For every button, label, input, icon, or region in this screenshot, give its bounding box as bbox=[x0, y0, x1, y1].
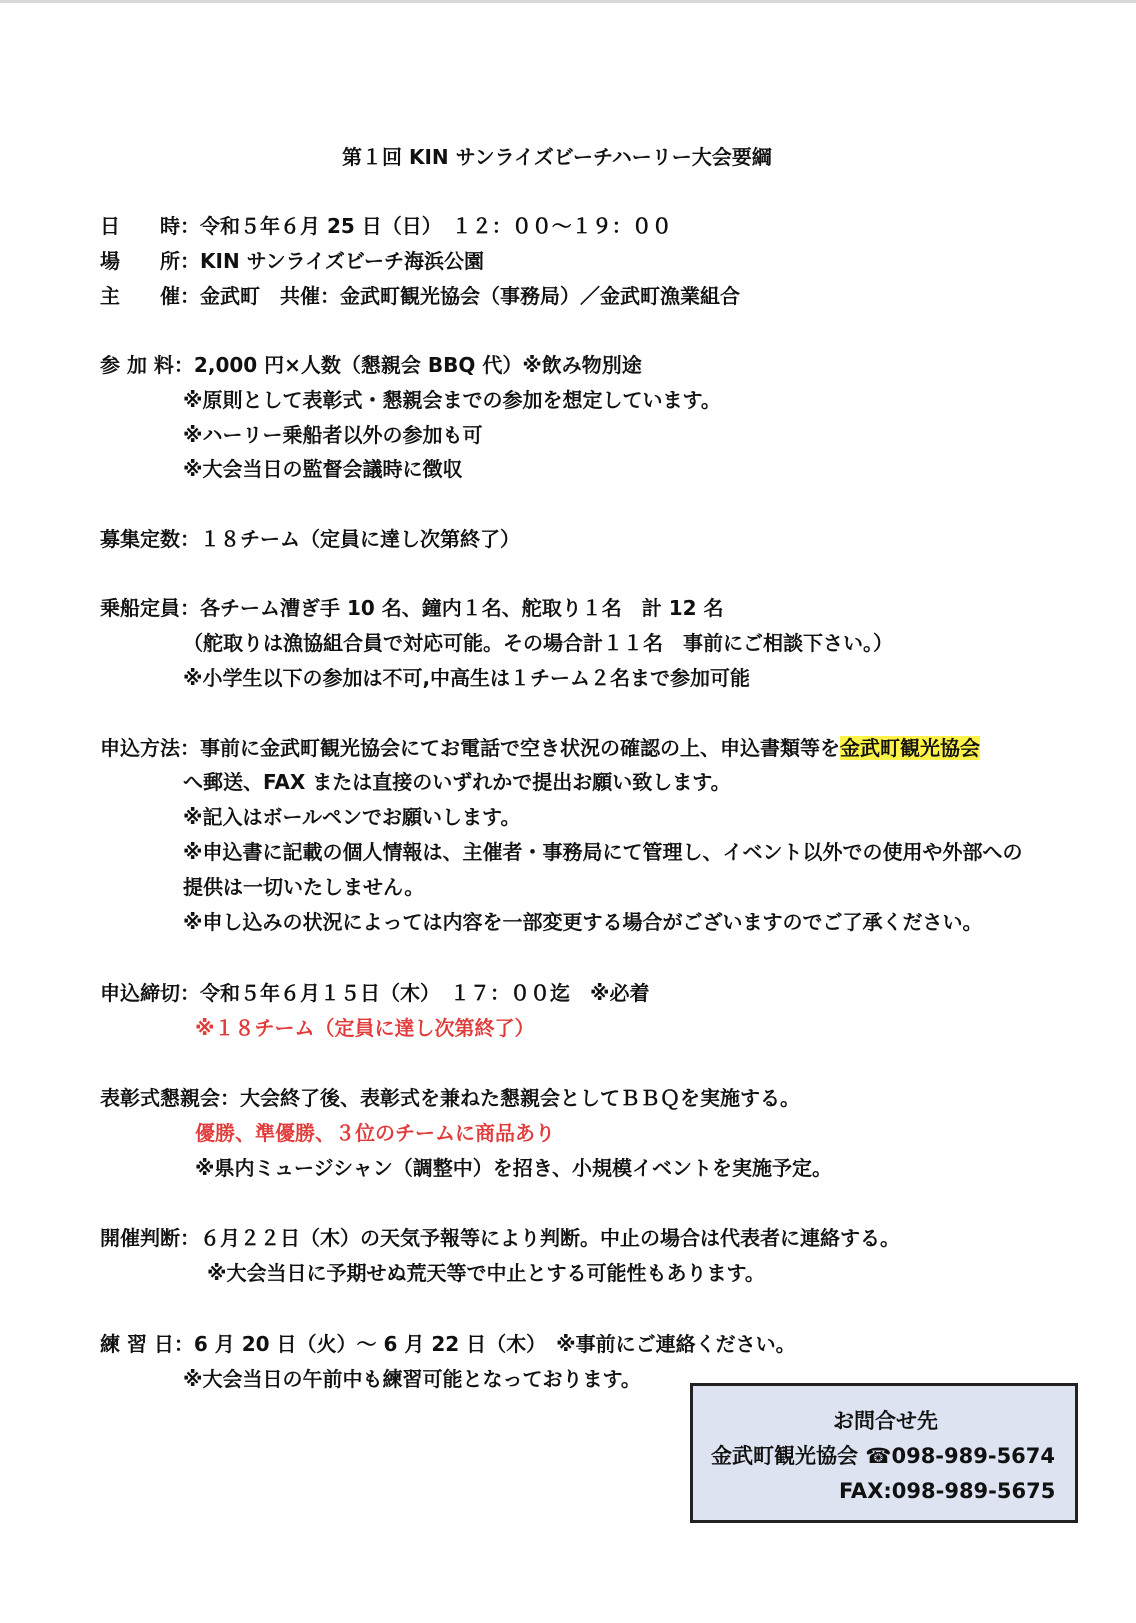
recruit-line: 募集定数：１８チーム（定員に達し次第終了） bbox=[100, 527, 520, 551]
fee-note: ※原則として表彰式・懇親会までの参加を想定しています。 bbox=[183, 388, 721, 412]
crew-note: ※小学生以下の参加は不可,中高生は１チーム２名まで参加可能 bbox=[183, 666, 751, 690]
apply-note: ※記入はボールペンでお願いします。 bbox=[183, 805, 521, 829]
date-line: 日 時：令和５年６月 25 日（日） １２：００〜１９：００ bbox=[100, 214, 672, 238]
deadline-note: ※１８チーム（定員に達し次第終了） bbox=[195, 1016, 535, 1040]
party-note: ※県内ミュージシャン（調整中）を招き、小規模イベントを実施予定。 bbox=[195, 1156, 832, 1180]
apply-note: 提供は一切いたしません。 bbox=[183, 875, 425, 899]
contact-heading: お問合せ先 bbox=[833, 1409, 938, 1433]
decision-line: 開催判断：６月２２日（木）の天気予報等により判断。中止の場合は代表者に連絡する。 bbox=[100, 1226, 900, 1250]
party-prize-note: 優勝、準優勝、３位のチームに商品あり bbox=[195, 1121, 555, 1145]
document-title: 第１回 KIN サンライズビーチハーリー大会要綱 bbox=[342, 145, 772, 169]
decision-note: ※大会当日に予期せぬ荒天等で中止とする可能性もあります。 bbox=[207, 1261, 765, 1285]
apply-line-text: 申込方法：事前に金武町観光協会にてお電話で空き状況の確認の上、申込書類等を bbox=[100, 736, 840, 760]
contact-tel: 金武町観光協会 ☎098-989-5674 bbox=[711, 1444, 1056, 1468]
party-line: 表彰式懇親会：大会終了後、表彰式を兼ねた懇親会としてＢＢＱを実施する。 bbox=[100, 1086, 800, 1110]
fee-line: 参 加 料：2,000 円×人数（懇親会 BBQ 代）※飲み物別途 bbox=[100, 353, 642, 377]
deadline-line: 申込締切：令和５年６月１５日（木） １７：００迄 ※必着 bbox=[100, 981, 650, 1005]
apply-note: へ郵送、FAX または直接のいずれかで提出お願い致します。 bbox=[183, 770, 731, 794]
host-line: 主 催：金武町 共催：金武町観光協会（事務局）／金武町漁業組合 bbox=[100, 284, 740, 308]
contact-box bbox=[690, 1383, 1078, 1523]
fee-note: ※大会当日の監督会議時に徴収 bbox=[183, 457, 463, 481]
apply-note: ※申し込みの状況によっては内容を一部変更する場合がございますのでご了承ください。 bbox=[183, 910, 983, 934]
apply-note: ※申込書に記載の個人情報は、主催者・事務局にて管理し、イベント以外での使用や外部への bbox=[183, 840, 1023, 864]
fee-note: ※ハーリー乗船者以外の参加も可 bbox=[183, 423, 483, 447]
venue-line: 場 所：KIN サンライズビーチ海浜公園 bbox=[100, 249, 485, 273]
practice-line: 練 習 日：6 月 20 日（火）〜 6 月 22 日（木） ※事前にご連絡ください。 bbox=[100, 1332, 796, 1356]
top-border bbox=[0, 0, 1136, 3]
crew-line: 乗船定員：各チーム漕ぎ手 10 名、鐘内１名、舵取り１名 計 12 名 bbox=[100, 596, 724, 620]
practice-note: ※大会当日の午前中も練習可能となっております。 bbox=[183, 1367, 641, 1391]
crew-note: （舵取りは漁協組合員で対応可能。その場合計１１名 事前にご相談下さい。） bbox=[183, 631, 893, 655]
contact-fax: FAX:098-989-5675 bbox=[839, 1479, 1056, 1503]
apply-highlight: 金武町観光協会 bbox=[840, 736, 980, 760]
apply-line bbox=[100, 735, 980, 761]
